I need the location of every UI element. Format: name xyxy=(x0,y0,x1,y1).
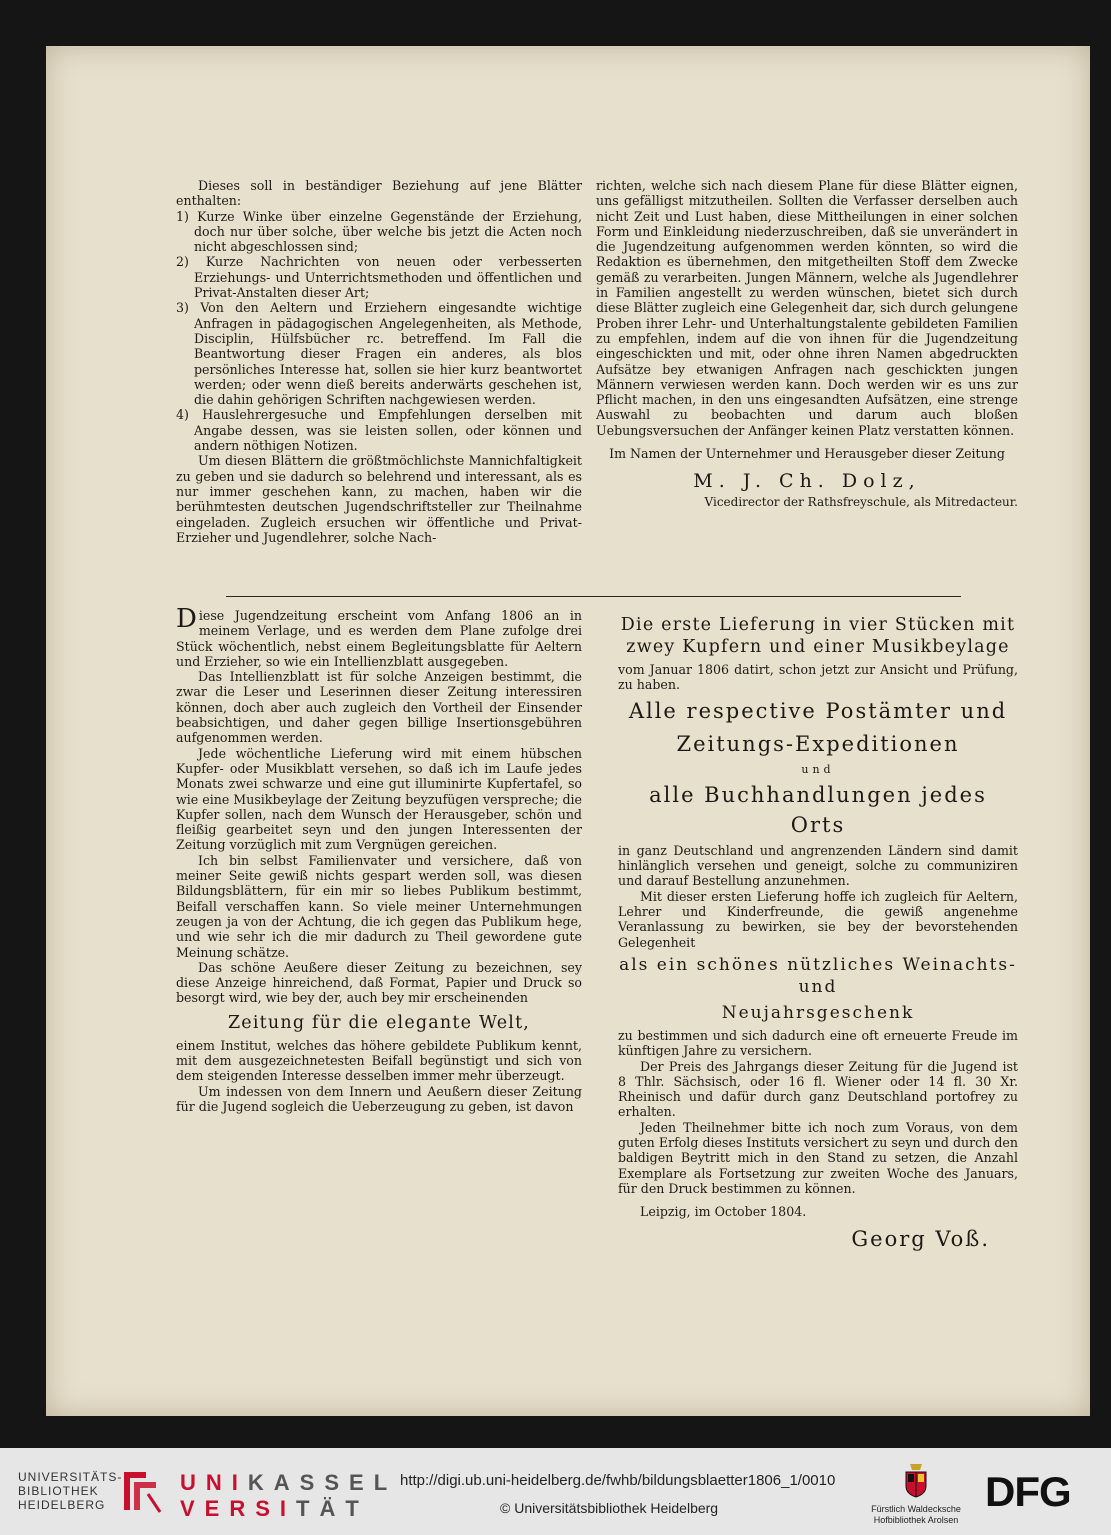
signature-role: Vicedirector der Rathsfreyschule, als Mitredacteur. xyxy=(704,495,1018,510)
paragraph: vom Januar 1806 datirt, schon jetzt zur Ansicht und Prüfung, zu haben. xyxy=(618,662,1018,693)
paragraph: Um diesen Blättern die größtmöchlichste Mannichfaltigkeit zu geben und sie dadurch so belehrend und interessant, als es nur immer geschehen kann, zu machen, haben wir die berühmtesten deutschen Jugendschriftsteller zur Theilnahme eingeladen. Zugleich ersuchen wir öffentliche und Privat-Erzieher und Jugendlehrer, solche Nach- xyxy=(176,453,582,545)
paragraph: Das Intellienzblatt ist für solche Anzeigen bestimmt, die zwar die Leser und Leserinnen dieser Zeitung interessiren können, doch aber auch zugleich den Vortheil der Einsender beabsichtigen, und daher gegen billige Insertionsgebühren aufgenommen werden. xyxy=(176,669,582,746)
column-bottom-left xyxy=(176,604,583,1114)
copyright-notice: © Universitätsbibliothek Heidelberg xyxy=(500,1500,719,1516)
publisher-signature: Georg Voß. xyxy=(851,1226,990,1251)
logo-line: HEIDELBERG xyxy=(18,1498,106,1512)
list-item: 2) Kurze Nachrichten von neuen oder verbesserten Erziehungs- und Unterrichtsmethoden und öffentlichen und Privat-Anstalten dieser Art; xyxy=(176,254,582,301)
column-top-right xyxy=(596,178,1018,511)
logo-line: Hofbibliothek Arolsen xyxy=(873,1515,959,1525)
logo-text: VERSI xyxy=(180,1496,297,1521)
paragraph xyxy=(176,604,582,669)
kassel-logo xyxy=(180,1470,397,1522)
list-item: 1) Kurze Winke über einzelne Gegenstände der Erziehung, doch nur über solche, über welche bis jetzt die Acten noch nicht abgeschlossen sind; xyxy=(176,208,582,255)
column-top-left xyxy=(176,178,582,545)
paragraph: Mit dieser ersten Lieferung hoffe ich zugleich für Aeltern, Lehrer und Kinderfreunde, die gewiß angenehme Veranlassung zu bewirken, sie bey der bevorstehenden Gelegenheit xyxy=(618,888,1018,950)
paragraph: zu bestimmen und sich dadurch eine oft erneuerte Freude im künftigen Jahre zu versichern. xyxy=(618,1027,1018,1059)
paragraph: Jeden Theilnehmer bitte ich noch zum Voraus, von dem guten Erfolg dieses Instituts versichert zu seyn und durch den baldigen Beytritt mich in den Stand zu setzen, die Anzahl Exemplare als Fortsetzung zur zweiten Woche des Januars, für den Druck bestimmen zu können. xyxy=(618,1119,1018,1196)
paragraph: Ich bin selbst Familienvater und versichere, daß von meiner Seite gewiß nichts gespart werden soll, was diesen Bildungsblättern, für ein mir so liebes Publikum bestimmt, Beifall verschaffen kann. So viele meiner Unternehmungen zeugen ja von der Achtung, die ich gegen das Publikum hege, und wie sehr ich die mir dadurch zu Theil gewordene gute Meinung schätze. xyxy=(176,852,582,960)
logo-line: Fürstlich Waldecksche xyxy=(871,1504,961,1514)
display-heading: Neujahrsgeschenk xyxy=(721,1002,915,1023)
section-heading: Die erste Lieferung in vier Stücken mit zwey Kupfern und einer Musikbeylage xyxy=(620,615,1016,657)
paragraph: Jede wöchentliche Lieferung wird mit einem hübschen Kupfer- oder Musikblatt versehen, so daß ich im Laufe jedes Monats zwei schwarze und eine gut illuminirte Kupfertafel, so wie eine Musikbeylage der Zeitung beyzufügen verspreche; die Kupfer sollen, nach dem Wunsch der Herausgeber, schön und fleißig gearbeitet seyn und den jungen Interessenten der Zeitung vorzüglich mit zum Vergnügen gereichen. xyxy=(176,745,583,853)
content-list xyxy=(176,209,582,454)
document-page xyxy=(46,46,1090,1416)
crest-icon xyxy=(904,1462,928,1498)
logo-text: UNI xyxy=(180,1470,248,1495)
footer-bar xyxy=(0,1448,1111,1535)
permalink[interactable]: http://digi.ub.uni-heidelberg.de/fwhb/bildungsblaetter1806_1/0010 xyxy=(400,1472,836,1489)
display-heading: alle Buchhandlungen jedes Orts xyxy=(649,782,987,837)
divider-rule xyxy=(226,596,961,597)
section-heading: Zeitung für die elegante Welt, xyxy=(227,1012,531,1033)
conjunction: und xyxy=(801,762,835,776)
paragraph: richten, welche sich nach diesem Plane für diese Blätter eignen, uns gefälligst mitzutheilen. Sollten die Verfasser derselben auch nicht Zeit und Lust haben, diese Mittheilungen in einer solchen Form und Einkleidung niederzuschreiben, daß sie unverändert in die Jugendzeitung aufgenommen werden könnten, so wird die Redaktion es übernehmen, den mitgetheilten Stoff dem Zwecke gemäß zu verarbeiten. Jungen Männern, welche als Jugendlehrer in Familien angestellt zu werden wünschen, bietet sich durch diese Blätter zugleich eine Gelegenheit dar, sich durch gelungene Proben ihrer Lehr- und Unterhaltungstalente gebildeten Familien zu empfehlen, indem auf die von ihnen für die Jugendzeitung eingeschickten und mit, oder ohne ihren Namen abgedruckten Aufsätze bey etwanigen Anfragen nach geschickten jungen Männern verwiesen werden kann. Doch werden wir es uns zur Pflicht machen, in den uns eingesandten Aufsätzen, eine strenge Auswahl zu beobachten und darum auch bloßen Uebungsversuchen der Anfänger keinen Platz verstatten können. xyxy=(596,178,1018,438)
paragraph: Der Preis des Jahrgangs dieser Zeitung für die Jugend ist 8 Thlr. Sächsisch, oder 16 fl. Wiener oder 14 fl. 30 Xr. Rheinisch und dafür durch ganz Deutschland portofrey zu erhalten. xyxy=(618,1058,1018,1120)
list-item: 3) Von den Aeltern und Erziehern eingesandte wichtige Anfragen in pädagogischen Angelegenheiten, als Methode, Disciplin, Hülfsbücher rc. betreffend. Im Fall die Beantwortung dieser Fragen ein anderes, als blos persönliches Interesse hat, sollen sie hier kurz beantwortet werden; oder wenn dieß bereits anderwärts geschehen ist, die dahin gehörigen Schriften nachgewiesen werden. xyxy=(176,300,582,408)
display-heading: Zeitungs-Expeditionen xyxy=(676,731,960,756)
display-heading: als ein schönes nützliches Weinachts- und xyxy=(619,954,1017,997)
hofbibliothek-label xyxy=(846,1504,986,1526)
logo-line: UNIVERSITÄTS- xyxy=(18,1470,123,1484)
heidelberg-logo-icon xyxy=(120,1468,162,1514)
paragraph: in ganz Deutschland und angrenzenden Ländern sind damit hinlänglich versehen und geneigt, solche zu communiziren und darauf Bestellung anzunehmen. xyxy=(618,842,1018,889)
paragraph: Das schöne Aeußere dieser Zeitung zu bezeichnen, sey diese Anzeige hinreichend, daß Format, Papier und Druck so besorgt wird, wie bey der, auch bey mir erscheinenden xyxy=(176,959,582,1006)
intro-text: Dieses soll in beständiger Beziehung auf jene Blätter enthalten: xyxy=(176,178,582,209)
signature-line: Im Namen der Unternehmer und Herausgeber dieser Zeitung xyxy=(609,446,1005,462)
list-item: 4) Hauslehrergesuche und Empfehlungen derselben mit Angabe dessen, was sie leisten sollen, oder können und andern nöthigen Notizen. xyxy=(176,407,582,454)
column-bottom-right xyxy=(618,608,1018,1254)
dateline: Leipzig, im October 1804. xyxy=(640,1204,807,1220)
drop-cap: D xyxy=(176,604,197,634)
signature-name: M. J. Ch. Dolz, xyxy=(693,470,921,493)
logo-text: KASSEL xyxy=(247,1470,398,1495)
display-heading: Alle respective Postämter und xyxy=(628,698,1008,723)
logo-text: TÄT xyxy=(296,1496,369,1521)
dfg-logo: DFG xyxy=(985,1468,1071,1515)
paragraph-text: iese Jugendzeitung erscheint vom Anfang 1806 an in meinem Verlage, und es werden dem Plane zufolge drei Stück wöchentlich, nebst einem Begleitungsblatte für Aeltern und Erzieher, so wie ein Intellienzblatt ausgegeben. xyxy=(176,608,582,669)
heidelberg-logo-text xyxy=(18,1470,122,1512)
logo-line: BIBLIOTHEK xyxy=(18,1484,99,1498)
paragraph: einem Institut, welches das höhere gebildete Publikum kennt, mit dem ausgezeichnetesten Beifall begünstigt und sich von dem steigenden Interesse desselben immer mehr überzeugt. xyxy=(176,1037,582,1084)
paragraph: Um indessen von dem Innern und Aeußern dieser Zeitung für die Jugend sogleich die Ueberzeugung zu geben, ist davon xyxy=(176,1083,582,1114)
